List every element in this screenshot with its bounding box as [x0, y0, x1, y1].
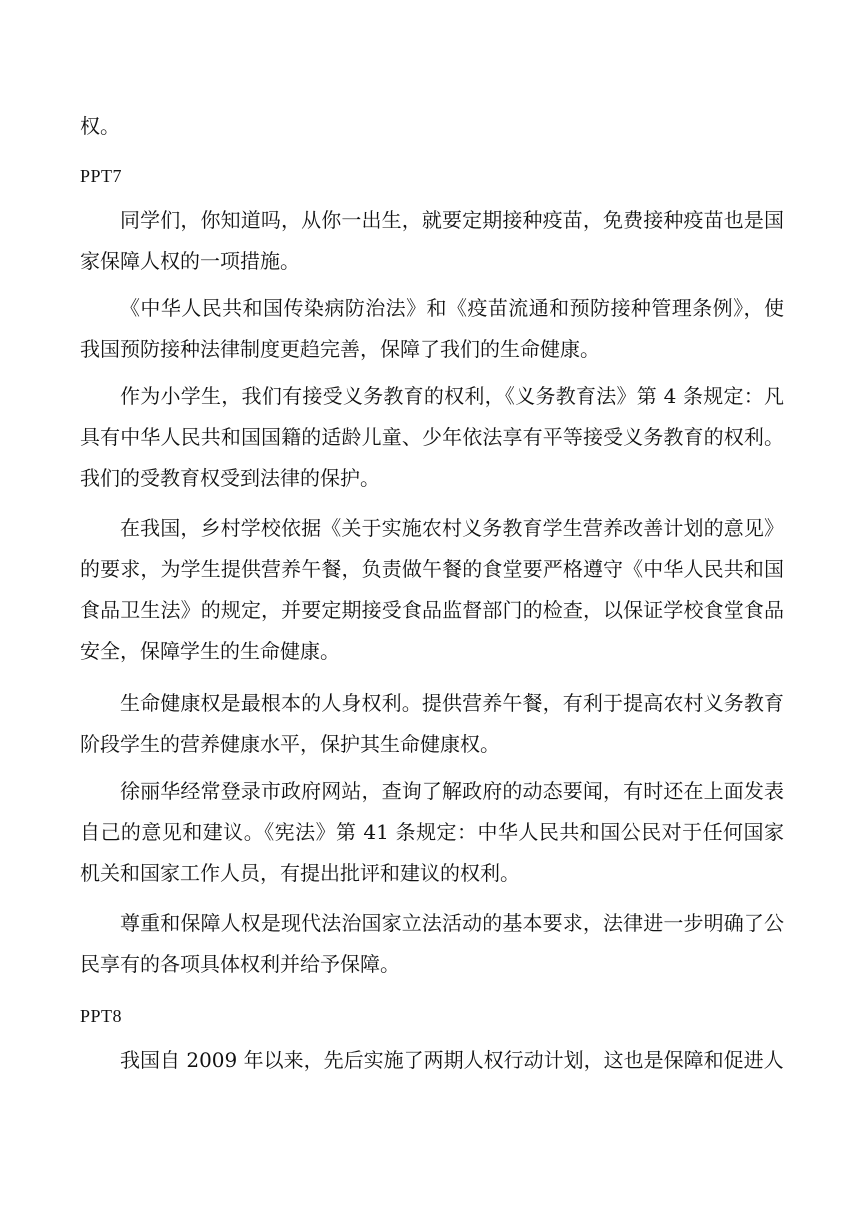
- paragraph-health-right: 生命健康权是最根本的人身权利。提供营养午餐，有利于提高农村义务教育阶段学生的营养健康水平，保护其生命健康权。: [80, 691, 784, 756]
- paragraph-action-plan: 我国自 2009 年以来，先后实施了两期人权行动计划，这也是保障和促进人: [120, 1048, 784, 1072]
- continuation-line: 权。: [80, 114, 120, 138]
- paragraph-education-right: 作为小学生，我们有接受义务教育的权利，《义务教育法》第 4 条规定：凡具有中华人民共和国国籍的适龄儿童、少年依法享有平等接受义务教育的权利。我们的受教育权受到法律的保护。: [80, 384, 784, 490]
- paragraph-epidemic-law: 《中华人民共和国传染病防治法》和《疫苗流通和预防接种管理条例》，使我国预防接种法律制度更趋完善，保障了我们的生命健康。: [80, 296, 784, 361]
- paragraph-human-rights: 尊重和保障人权是现代法治国家立法活动的基本要求，法律进一步明确了公民享有的各项具体权利并给予保障。: [80, 911, 784, 976]
- paragraph-nutrition-lunch: 在我国，乡村学校依据《关于实施农村义务教育学生营养改善计划的意见》的要求，为学生提供营养午餐，负责做午餐的食堂要严格遵守《中华人民共和国食品卫生法》的规定，并要定期接受食品监督部门的检查，以保证学校食堂食品安全，保障学生的生命健康。: [80, 516, 784, 663]
- section-heading-ppt7: PPT7: [80, 166, 123, 186]
- section-heading-ppt8: PPT8: [80, 1006, 123, 1026]
- paragraph-government-website: 徐丽华经常登录市政府网站，查询了解政府的动态要闻，有时还在上面发表自己的意见和建议。《宪法》第 41 条规定：中华人民共和国公民对于任何国家机关和国家工作人员，有提出批评和建议的权利。: [80, 779, 784, 885]
- paragraph-vaccination: 同学们，你知道吗，从你一出生，就要定期接种疫苗，免费接种疫苗也是国家保障人权的一项措施。: [80, 208, 784, 273]
